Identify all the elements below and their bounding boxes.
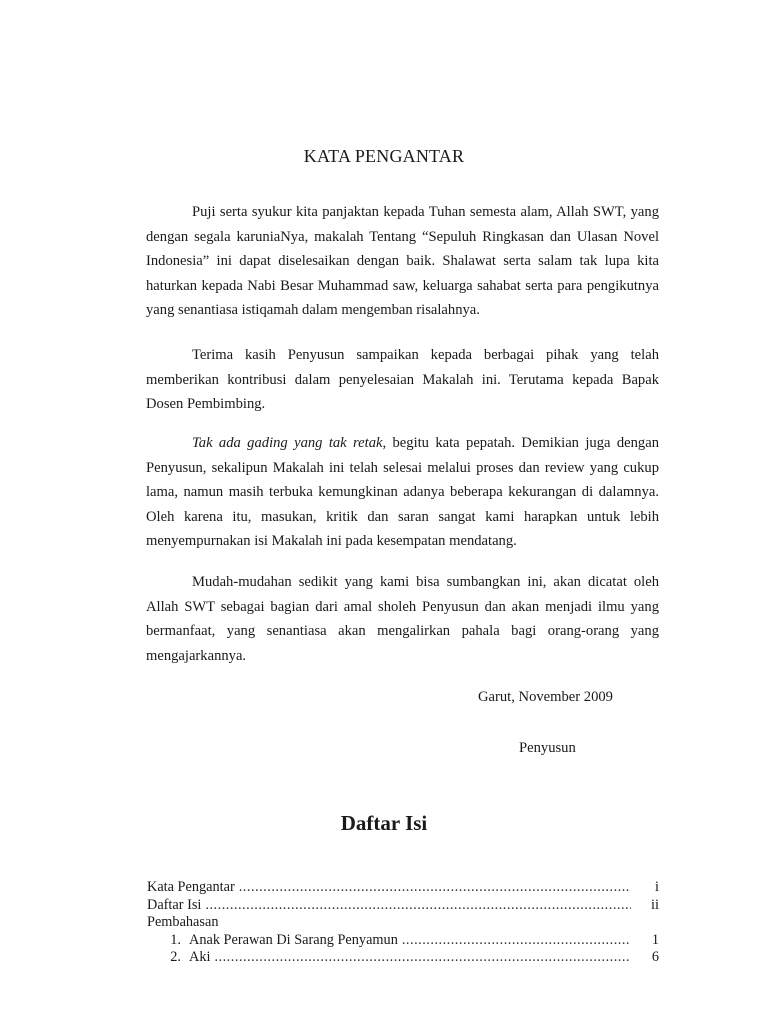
toc-entry-page: ii (651, 896, 659, 913)
toc-entry-label: Kata Pengantar (147, 879, 235, 895)
toc-entry-label: Daftar Isi (147, 896, 202, 913)
proverb-text: Tak ada gading yang tak retak (192, 435, 383, 451)
toc-entry-label: Aki (189, 949, 211, 965)
toc-entry (147, 932, 659, 950)
preface-paragraph-4: Mudah-mudahan sedikit yang kami bisa sumbangkan ini, akan dicatat oleh Allah SWT sebagai bagian dari amal sholeh Penyusun dan akan menjadi ilmu yang bermanfaat, yang senantiasa akan mengalirkan pahala bagi orang-orang yang mengajarkannya. (146, 574, 659, 664)
toc-entry-number: 1. (170, 931, 181, 948)
toc-leader (214, 949, 631, 967)
toc-section-heading (147, 914, 659, 932)
toc-entry-number: 2. (170, 949, 181, 965)
preface-paragraph-1: Puji serta syukur kita panjaktan kepada Tuhan semesta alam, Allah SWT, yang dengan segala karuniaNya, makalah Tentang “Sepuluh Ringkasan dan Ulasan Novel Indonesia” ini dapat diselesaikan dengan baik. Shalawat serta salam tak lupa kita haturkan kepada Nabi Besar Muhammad saw, keluarga sahabat serta para pengikutnya yang senantiasa istiqamah dalam mengemban risalahnya. (146, 204, 659, 318)
preface-paragraph-2: Terima kasih Penyusun sampaikan kepada berbagai pihak yang telah memberikan kontribusi dalam penyelesaian Makalah ini. Terutama kepada Bapak Dosen Pembimbing. (146, 347, 659, 412)
place-date: Garut, November 2009 (478, 689, 613, 705)
toc-entry (147, 897, 659, 915)
preface-title: KATA PENGANTAR (303, 146, 465, 166)
toc-entry (147, 949, 659, 967)
toc-entry-page: i (655, 879, 659, 895)
toc-entry-label: Anak Perawan Di Sarang Penyamun (189, 931, 398, 948)
toc-entry-page: 6 (651, 949, 659, 965)
toc-leader (402, 932, 631, 950)
toc-entry-page: 1 (651, 931, 659, 948)
toc-leader (239, 879, 631, 897)
preface-paragraph-3-rest: , begitu kata pepatah. Demikian juga dengan Penyusun, sekalipun Makalah ini telah selesai melalui proses dan review yang cukup lama, namun masih terbuka kemungkinan adanya beberapa kekurangan di dalamnya. Oleh karena itu, masukan, kritik dan saran sangat kami harapkan untuk lebih menyempurnakan isi Makalah ini pada kesempatan mendatang. (146, 435, 659, 549)
toc-title: Daftar Isi (340, 811, 428, 835)
toc-leader (205, 897, 631, 915)
toc-entry-label: Pembahasan (147, 914, 219, 930)
toc-entry (147, 879, 659, 897)
author-signature: Penyusun (519, 740, 576, 756)
table-of-contents (147, 879, 659, 967)
preface-paragraph-3 (146, 431, 659, 554)
